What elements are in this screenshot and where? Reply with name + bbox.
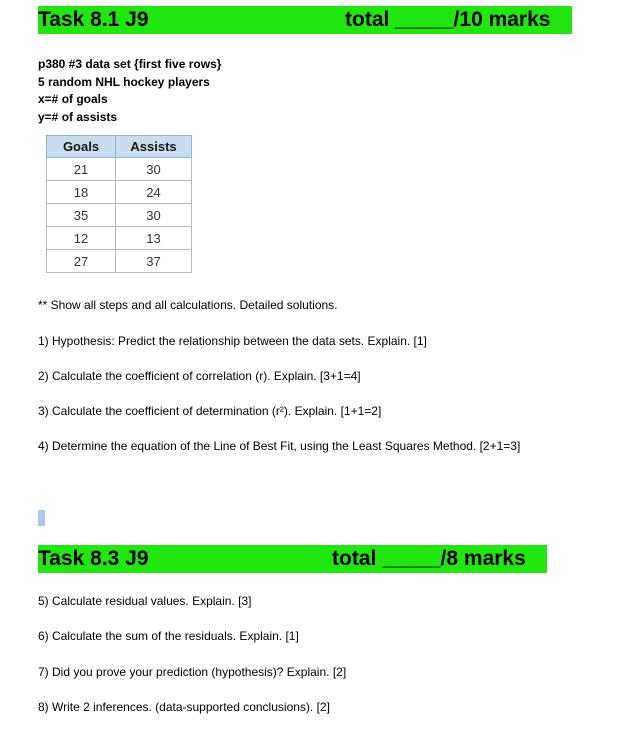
- question-3: 3) Calculate the coefficient of determination (r²). Explain. [1+1=2]: [38, 404, 382, 418]
- assists-header: Assists: [116, 136, 192, 158]
- goals-cell: 27: [47, 250, 116, 273]
- task-8-1-title: Task 8.1 J9: [38, 8, 149, 31]
- question-7: 7) Did you prove your prediction (hypothesis)? Explain. [2]: [38, 665, 347, 679]
- table-row: [47, 227, 192, 250]
- question-8: 8) Write 2 inferences. (data-supported conclusions). [2]: [38, 700, 330, 714]
- info-line: p380 #3 data set {first five rows}: [38, 57, 222, 71]
- task-8-3-title: Task 8.3 J9: [38, 547, 149, 570]
- question-1: 1) Hypothesis: Predict the relationship between the data sets. Explain. [1]: [38, 334, 427, 348]
- table-row: [47, 250, 192, 273]
- table-header-row: [47, 136, 192, 158]
- question-4: 4) Determine the equation of the Line of Best Fit, using the Least Squares Method. [2+1=3]: [38, 439, 521, 453]
- assists-cell: 13: [116, 227, 192, 250]
- table-row: [47, 181, 192, 204]
- question-6: 6) Calculate the sum of the residuals. Explain. [1]: [38, 629, 299, 643]
- task-8-3-heading: [38, 545, 547, 573]
- task-8-3-total: total _____/8 marks: [332, 547, 526, 570]
- instructions: ** Show all steps and all calculations. Detailed solutions.: [38, 298, 338, 312]
- assists-cell: 30: [116, 204, 192, 227]
- text-cursor-marker: [38, 510, 45, 526]
- info-line: x=# of goals: [38, 92, 108, 106]
- table-row: [47, 204, 192, 227]
- info-line: 5 random NHL hockey players: [38, 74, 210, 89]
- assists-cell: 37: [116, 250, 192, 273]
- goals-cell: 18: [47, 181, 116, 204]
- goals-cell: 35: [47, 204, 116, 227]
- goals-assists-table: [46, 135, 192, 273]
- info-line: y=# of assists: [38, 109, 118, 124]
- question-5: 5) Calculate residual values. Explain. [3]: [38, 594, 252, 608]
- assists-cell: 30: [116, 158, 192, 181]
- question-2: 2) Calculate the coefficient of correlation (r). Explain. [3+1=4]: [38, 369, 361, 383]
- task-8-1-total: total _____/10 marks: [345, 8, 551, 31]
- goals-cell: 21: [47, 158, 116, 181]
- assists-cell: 24: [116, 181, 192, 204]
- goals-header: Goals: [47, 136, 116, 158]
- goals-cell: 12: [47, 227, 116, 250]
- task-8-1-heading: [38, 6, 572, 34]
- table-row: [47, 158, 192, 181]
- data-set-info: [38, 56, 221, 126]
